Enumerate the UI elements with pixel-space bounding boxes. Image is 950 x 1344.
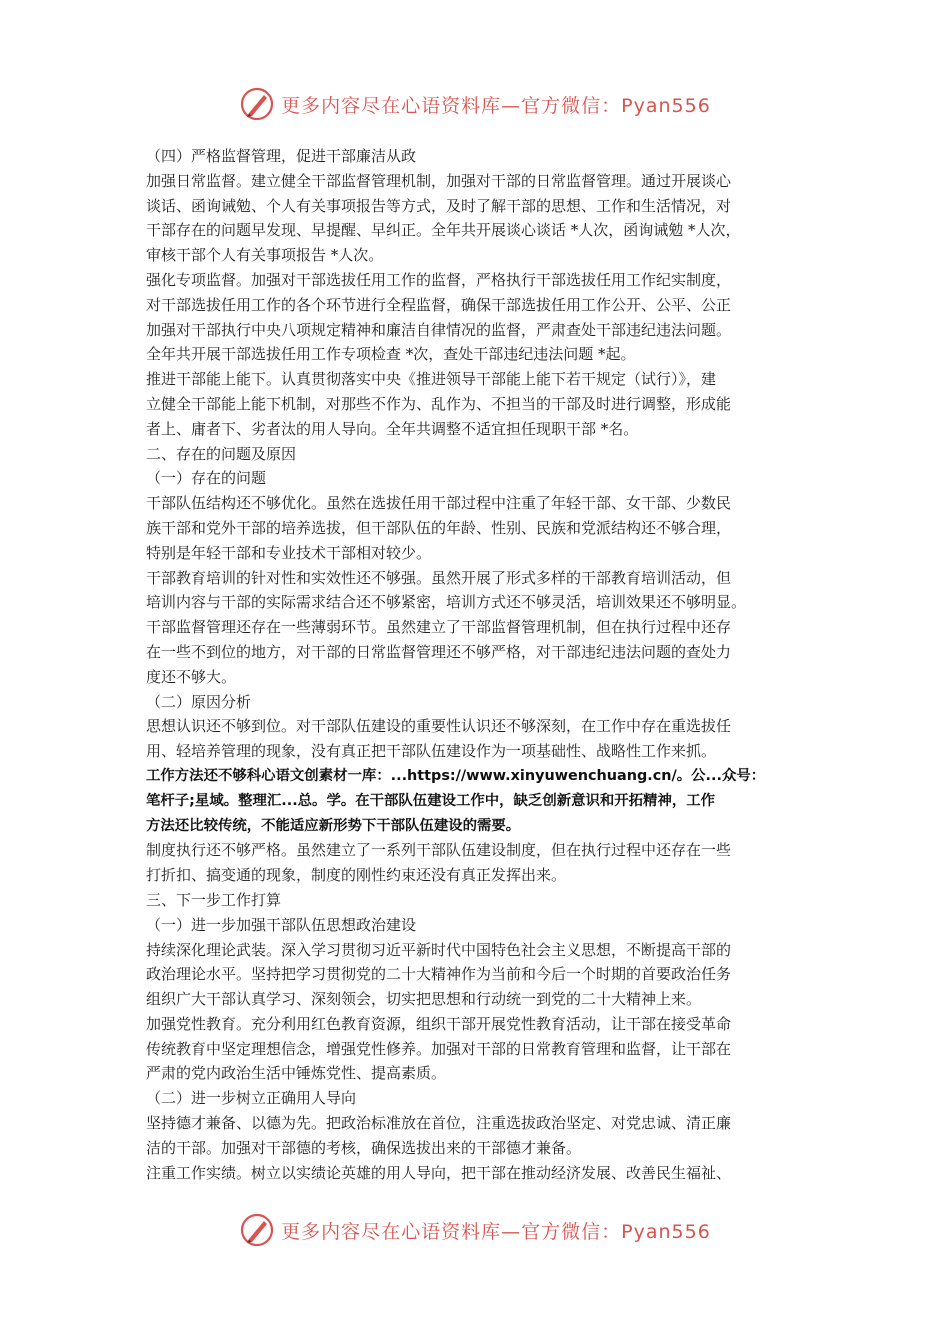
text-line: 用、轻培养管理的现象，没有真正把干部队伍建设作为一项基础性、战略性工作来抓。 [146, 742, 717, 761]
header-watermark-banner [0, 84, 950, 124]
text-line: 二、存在的问题及原因 [146, 444, 297, 463]
text-line: （一）进一步加强干部队伍思想政治建设 [146, 915, 417, 934]
document-body [146, 144, 812, 1185]
text-line: 谈话、函询诫勉、个人有关事项报告等方式，及时了解干部的思想、工作和生活情况，对 [146, 196, 732, 215]
text-line: 三、下一步工作打算 [146, 890, 282, 909]
text-line: 思想认识还不够到位。对干部队伍建设的重要性认识还不够深刻，在工作中存在重选拔任 [146, 717, 732, 736]
text-line: 方法还比较传统，不能适应新形势下干部队伍建设的需要。 [146, 817, 521, 834]
text-line: 加强日常监督。建立健全干部监督管理机制，加强对干部的日常监督管理。通过开展谈心 [146, 171, 732, 190]
footer-watermark-banner [0, 1210, 950, 1250]
text-line: 工作方法还不够科心语文创素材一库：...https://www.xinyuwenchuang.cn/。公...众号： [146, 767, 766, 784]
text-line: 坚持德才兼备、以德为先。把政治标准放在首位，注重选拔政治坚定、对党忠诚、清正廉 [146, 1114, 732, 1133]
banner-text: 更多内容尽在心语资料库—官方微信：Pyan556 [281, 94, 711, 117]
text-line: 加强党性教育。充分利用红色教育资源，组织干部开展党性教育活动，让干部在接受革命 [146, 1014, 732, 1033]
text-line: 传统教育中坚定理想信念，增强党性修养。加强对干部的日常教育管理和监督，让干部在 [146, 1039, 732, 1058]
text-line: （一）存在的问题 [146, 469, 267, 488]
text-line: 笔杆子;星域。整理汇...总。学。在干部队伍建设工作中，缺乏创新意识和开拓精神，工作 [146, 792, 716, 809]
text-line: 对干部选拔任用工作的各个环节进行全程监督，确保干部选拔任用工作公开、公平、公正 [146, 295, 732, 314]
pen-quill-logo-icon [239, 86, 275, 122]
text-line: 度还不够大。 [146, 667, 237, 686]
text-line: 注重工作实绩。树立以实绩论英雄的用人导向，把干部在推动经济发展、改善民生福祉、 [146, 1163, 732, 1182]
text-line: 严肃的党内政治生活中锤炼党性、提高素质。 [146, 1064, 447, 1083]
text-line: 洁的干部。加强对干部德的考核，确保选拔出来的干部德才兼备。 [146, 1138, 582, 1157]
text-line: 族干部和党外干部的培养选拔，但干部队伍的年龄、性别、民族和党派结构还不够合理， [146, 518, 732, 537]
text-line: 干部存在的问题早发现、早提醒、早纠正。全年共开展谈心谈话 *人次，函询诫勉 *人次， [146, 221, 741, 240]
text-line: 审核干部个人有关事项报告 *人次。 [146, 246, 384, 265]
text-line: 强化专项监督。加强对干部选拔任用工作的监督，严格执行干部选拔任用工作纪实制度， [146, 270, 732, 289]
text-line: 干部队伍结构还不够优化。虽然在选拔任用干部过程中注重了年轻干部、女干部、少数民 [146, 494, 732, 513]
pen-quill-logo-icon [239, 1212, 275, 1248]
banner-text: 更多内容尽在心语资料库—官方微信：Pyan556 [281, 1220, 711, 1243]
text-line: 立健全干部能上能下机制，对那些不作为、乱作为、不担当的干部及时进行调整，形成能 [146, 394, 732, 413]
text-line: 干部监督管理还存在一些薄弱环节。虽然建立了干部监督管理机制，但在执行过程中还存 [146, 618, 732, 637]
text-line: 制度执行还不够严格。虽然建立了一系列干部队伍建设制度，但在执行过程中还存在一些 [146, 841, 732, 860]
text-line: （四）严格监督管理，促进干部廉洁从政 [146, 147, 417, 165]
text-line: （二）进一步树立正确用人导向 [146, 1089, 357, 1108]
text-line: 者上、庸者下、劣者汰的用人导向。全年共调整不适宜担任现职干部 *名。 [146, 419, 639, 438]
text-line: 加强对干部执行中央八项规定精神和廉洁自律情况的监督，严肃查处干部违纪违法问题。 [146, 320, 732, 339]
text-line: 政治理论水平。坚持把学习贯彻党的二十大精神作为当前和今后一个时期的首要政治任务 [146, 965, 732, 984]
text-line: 培训内容与干部的实际需求结合还不够紧密，培训方式还不够灵活，培训效果还不够明显。 [146, 593, 747, 612]
text-line: 在一些不到位的地方，对干部的日常监督管理还不够严格，对干部违纪违法问题的查处力 [146, 642, 732, 661]
text-line: 全年共开展干部选拔任用工作专项检查 *次，查处干部违纪违法问题 *起。 [146, 345, 636, 364]
text-line: 推进干部能上能下。认真贯彻落实中央《推进领导干部能上能下若干规定（试行）》，建 [146, 370, 717, 389]
text-line: （二）原因分析 [146, 692, 252, 711]
text-line: 组织广大干部认真学习、深刻领会，切实把思想和行动统一到党的二十大精神上来。 [146, 990, 702, 1009]
text-line: 特别是年轻干部和专业技术干部相对较少。 [146, 543, 432, 562]
text-line: 打折扣、搞变通的现象，制度的刚性约束还没有真正发挥出来。 [146, 866, 567, 885]
text-line: 持续深化理论武装。深入学习贯彻习近平新时代中国特色社会主义思想，不断提高干部的 [146, 940, 732, 959]
text-line: 干部教育培训的针对性和实效性还不够强。虽然开展了形式多样的干部教育培训活动，但 [146, 568, 732, 587]
